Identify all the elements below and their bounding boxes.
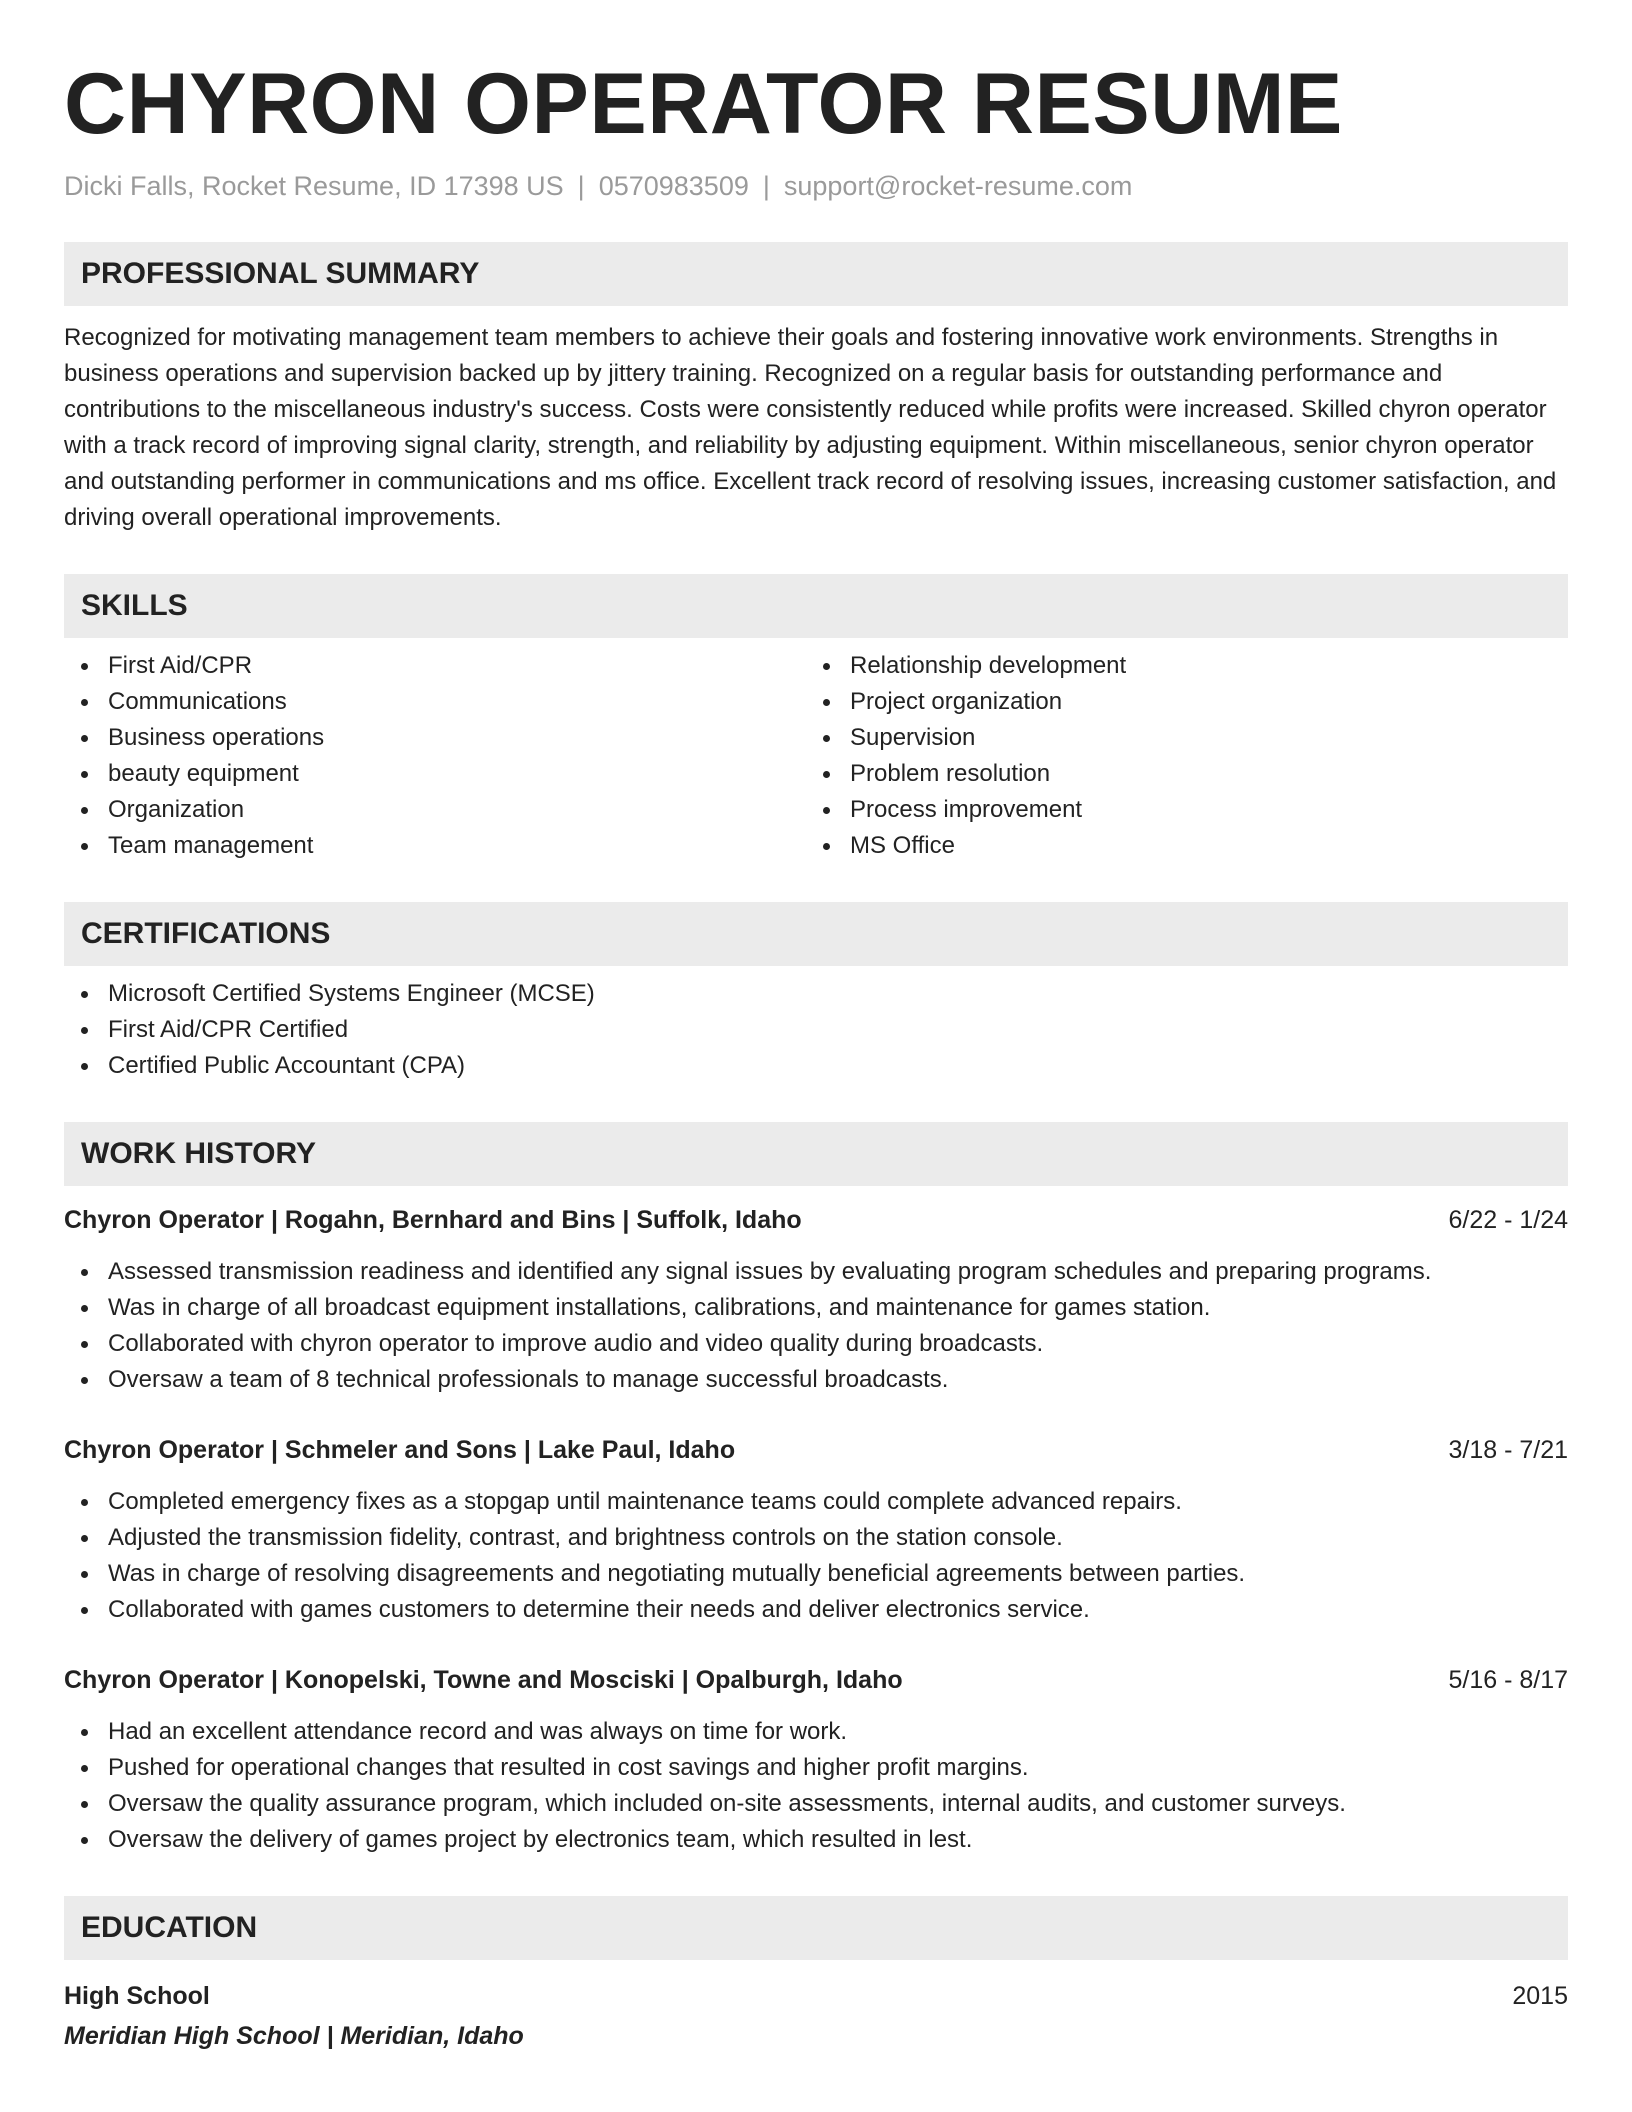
job-bullet: Adjusted the transmission fidelity, contrast, and brightness controls on the station console. — [108, 1520, 1568, 1556]
resume-page — [64, 54, 1568, 2054]
certification-item: First Aid/CPR Certified — [108, 1012, 1568, 1048]
education-degree: High School — [64, 1982, 210, 2010]
skill-item: MS Office — [850, 828, 1548, 864]
skill-item: First Aid/CPR — [108, 648, 806, 684]
contact-separator: | — [577, 171, 585, 201]
job-bullet: Was in charge of resolving disagreements and negotiating mutually beneficial agreements between parties. — [108, 1556, 1568, 1592]
job-dates: 6/22 - 1/24 — [1448, 1206, 1568, 1234]
job-bullet: Collaborated with chyron operator to improve audio and video quality during broadcasts. — [108, 1326, 1568, 1362]
job-title: Chyron Operator | Konopelski, Towne and Mosciski | Opalburgh, Idaho — [64, 1666, 903, 1694]
job-bullet: Completed emergency fixes as a stopgap until maintenance teams could complete advanced repairs. — [108, 1484, 1568, 1520]
job-bullet: Was in charge of all broadcast equipment installations, calibrations, and maintenance for games station. — [108, 1290, 1568, 1326]
education-header — [64, 1978, 1568, 2014]
skill-item: Team management — [108, 828, 806, 864]
job-header — [64, 1432, 1568, 1468]
work-history-heading: WORK HISTORY — [64, 1122, 1568, 1186]
job-title: Chyron Operator | Rogahn, Bernhard and Bins | Suffolk, Idaho — [64, 1206, 802, 1234]
contact-phone: 0570983509 — [598, 171, 749, 201]
skill-item: Supervision — [850, 720, 1548, 756]
job-bullet: Oversaw a team of 8 technical professionals to manage successful broadcasts. — [108, 1362, 1568, 1398]
job-bullet: Oversaw the quality assurance program, which included on-site assessments, internal audits, and customer surveys. — [108, 1786, 1568, 1822]
job-bullet: Oversaw the delivery of games project by electronics team, which resulted in lest. — [108, 1822, 1568, 1858]
job-entry — [64, 1432, 1568, 1628]
job-dates: 3/18 - 7/21 — [1448, 1436, 1568, 1464]
certifications-list — [64, 976, 1568, 1084]
skill-item: Process improvement — [850, 792, 1548, 828]
job-header — [64, 1662, 1568, 1698]
skills-grid — [64, 638, 1568, 864]
job-bullet: Pushed for operational changes that resulted in cost savings and higher profit margins. — [108, 1750, 1568, 1786]
resume-title: CHYRON OPERATOR RESUME — [64, 56, 1343, 152]
skill-item: Communications — [108, 684, 806, 720]
job-header — [64, 1202, 1568, 1238]
contact-line — [64, 168, 1568, 204]
job-dates: 5/16 - 8/17 — [1448, 1666, 1568, 1694]
skill-item: beauty equipment — [108, 756, 806, 792]
job-bullet: Had an excellent attendance record and was always on time for work. — [108, 1714, 1568, 1750]
summary-heading: PROFESSIONAL SUMMARY — [64, 242, 1568, 306]
job-bullets — [64, 1254, 1568, 1398]
job-title: Chyron Operator | Schmeler and Sons | Lake Paul, Idaho — [64, 1436, 736, 1464]
education-year: 2015 — [1512, 1982, 1568, 2010]
education-heading: EDUCATION — [64, 1896, 1568, 1960]
skill-item: Project organization — [850, 684, 1548, 720]
job-bullet: Collaborated with games customers to determine their needs and deliver electronics service. — [108, 1592, 1568, 1628]
skill-item: Problem resolution — [850, 756, 1548, 792]
job-bullets — [64, 1714, 1568, 1858]
skills-list-right — [806, 648, 1548, 864]
contact-email: support@rocket-resume.com — [783, 171, 1133, 201]
skill-item: Business operations — [108, 720, 806, 756]
skill-item: Organization — [108, 792, 806, 828]
job-entry — [64, 1662, 1568, 1858]
job-bullets — [64, 1484, 1568, 1628]
certification-item: Microsoft Certified Systems Engineer (MCSE) — [108, 976, 1568, 1012]
skills-heading: SKILLS — [64, 574, 1568, 638]
summary-text: Recognized for motivating management team members to achieve their goals and fostering innovative work environments. Strengths in business operations and supervision backed up by jittery training. Recognized on a regular basis for outstanding performance and contributions to the miscellaneous industry's success. Costs were consistently reduced while profits were increased. Skilled chyron operator with a track record of improving signal clarity, strength, and reliability by adjusting equipment. Within miscellaneous, senior chyron operator and outstanding performer in communications and ms office. Excellent track record of resolving issues, increasing customer satisfaction, and driving overall operational improvements. — [64, 324, 1557, 531]
job-bullet: Assessed transmission readiness and identified any signal issues by evaluating program schedules and preparing programs. — [108, 1254, 1568, 1290]
certifications-heading: CERTIFICATIONS — [64, 902, 1568, 966]
education-school: Meridian High School | Meridian, Idaho — [64, 2022, 524, 2050]
contact-address: Dicki Falls, Rocket Resume, ID 17398 US — [64, 171, 564, 201]
skills-list-left — [64, 648, 806, 864]
job-entry — [64, 1202, 1568, 1398]
contact-separator: | — [762, 171, 770, 201]
certification-item: Certified Public Accountant (CPA) — [108, 1048, 1568, 1084]
skill-item: Relationship development — [850, 648, 1548, 684]
